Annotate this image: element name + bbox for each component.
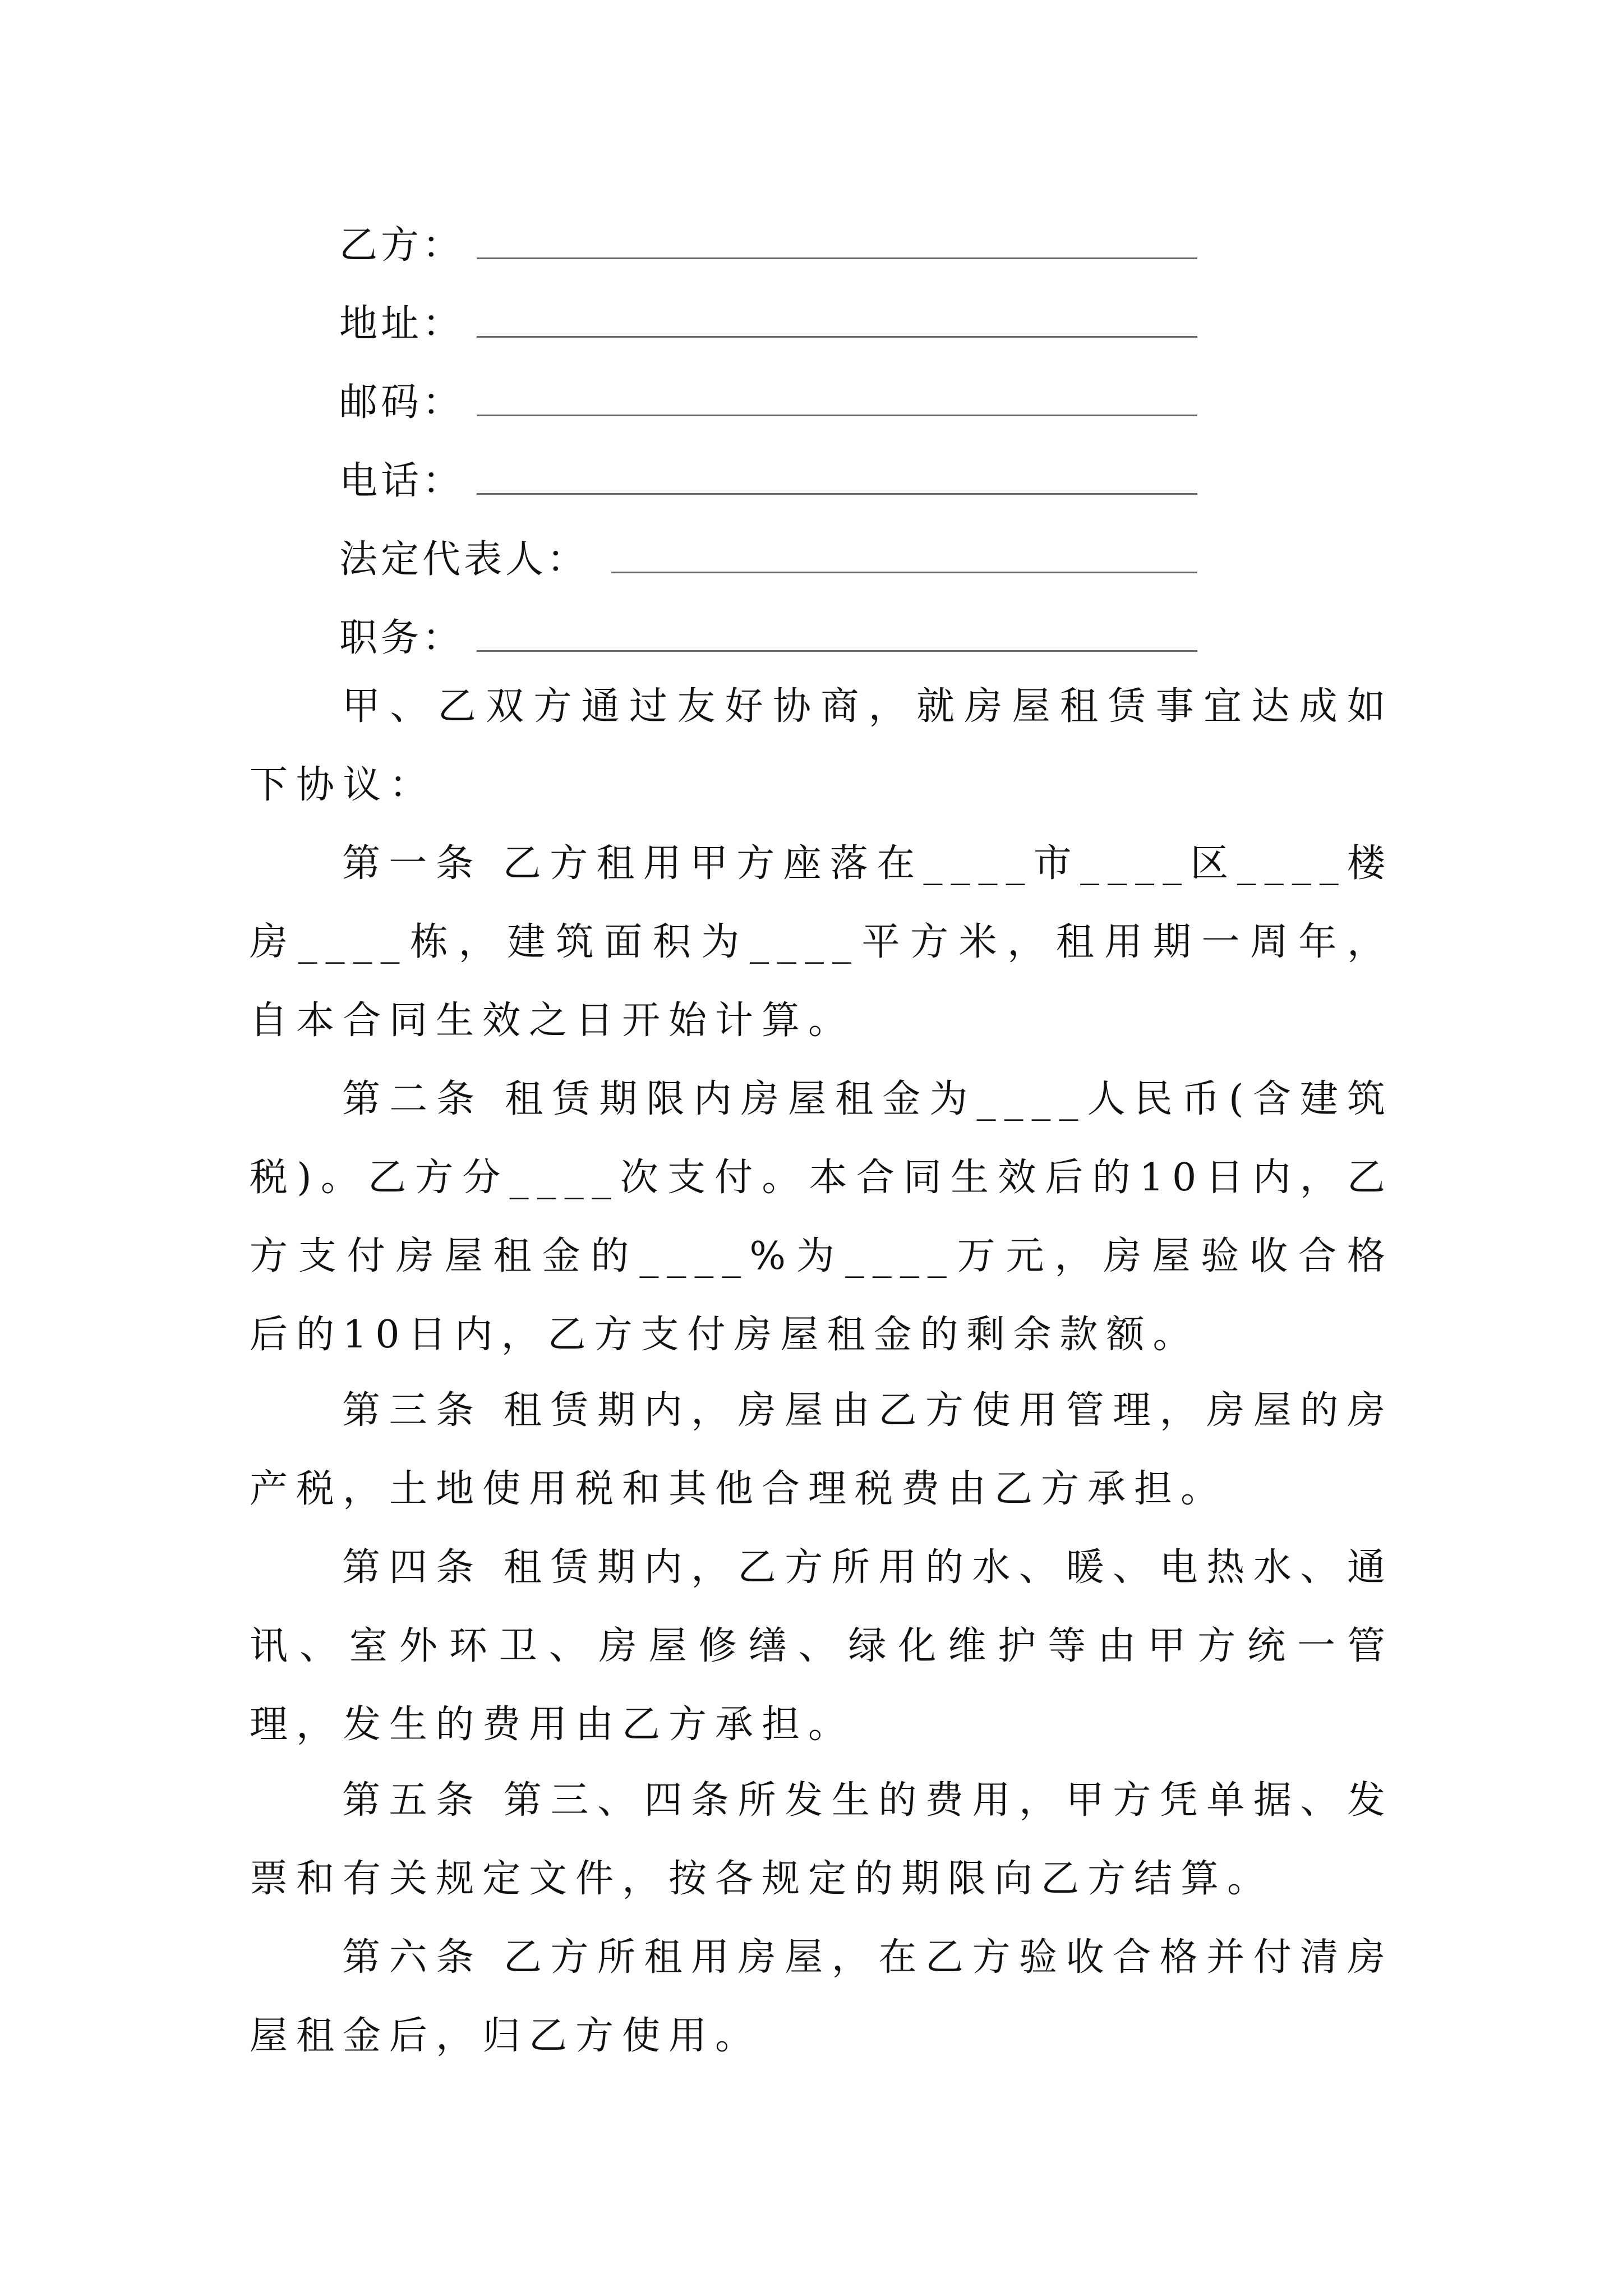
party-b-name-label: 乙方： bbox=[339, 223, 464, 268]
party-b-phone-field bbox=[339, 450, 1197, 512]
party-b-position-blank bbox=[477, 650, 1197, 652]
party-b-legal-rep-label: 法定代表人： bbox=[339, 537, 589, 582]
article-3: 第三条 租赁期内，房屋由乙方使用管理，房屋的房产税，土地使用税和其他合理税费由乙方承担。 bbox=[250, 1388, 1394, 1511]
party-b-address-field bbox=[339, 293, 1197, 355]
party-b-postcode-field bbox=[339, 372, 1197, 434]
party-b-legal-rep-field bbox=[339, 529, 1197, 591]
party-b-postcode-label: 邮码： bbox=[339, 380, 464, 425]
article-2: 第二条 租赁期限内房屋租金为____人民币(含建筑税)。乙方分____次支付。本合同生效后的10日内，乙方支付房屋租金的____%为____万元，房屋验收合格后的10日内，乙方支付房屋租金的剩余款额。 bbox=[250, 1077, 1394, 1357]
article-6: 第六条 乙方所租用房屋，在乙方验收合格并付清房屋租金后，归乙方使用。 bbox=[250, 1935, 1394, 2058]
party-b-address-blank bbox=[477, 336, 1197, 338]
article-5: 第五条 第三、四条所发生的费用，甲方凭单据、发票和有关规定文件，按各规定的期限向乙方结算。 bbox=[250, 1778, 1394, 1901]
party-b-phone-label: 电话： bbox=[339, 459, 464, 503]
party-b-address-label: 地址： bbox=[339, 302, 464, 346]
intro-paragraph: 甲、乙双方通过友好协商，就房屋租赁事宜达成如下协议： bbox=[250, 684, 1394, 807]
party-b-position-label: 职务： bbox=[339, 616, 464, 660]
party-b-name-blank bbox=[477, 257, 1197, 259]
party-b-name-field bbox=[339, 215, 1197, 277]
party-b-position-field bbox=[339, 608, 1197, 669]
party-b-phone-blank bbox=[477, 493, 1197, 495]
party-b-legal-rep-blank bbox=[611, 572, 1197, 573]
party-b-postcode-blank bbox=[477, 415, 1197, 416]
article-4: 第四条 租赁期内，乙方所用的水、暖、电热水、通讯、室外环卫、房屋修缮、绿化维护等由甲方统一管理，发生的费用由乙方承担。 bbox=[250, 1545, 1394, 1747]
article-1: 第一条 乙方租用甲方座落在____市____区____楼房____栋，建筑面积为____平方米，租用期一周年，自本合同生效之日开始计算。 bbox=[250, 841, 1394, 1043]
